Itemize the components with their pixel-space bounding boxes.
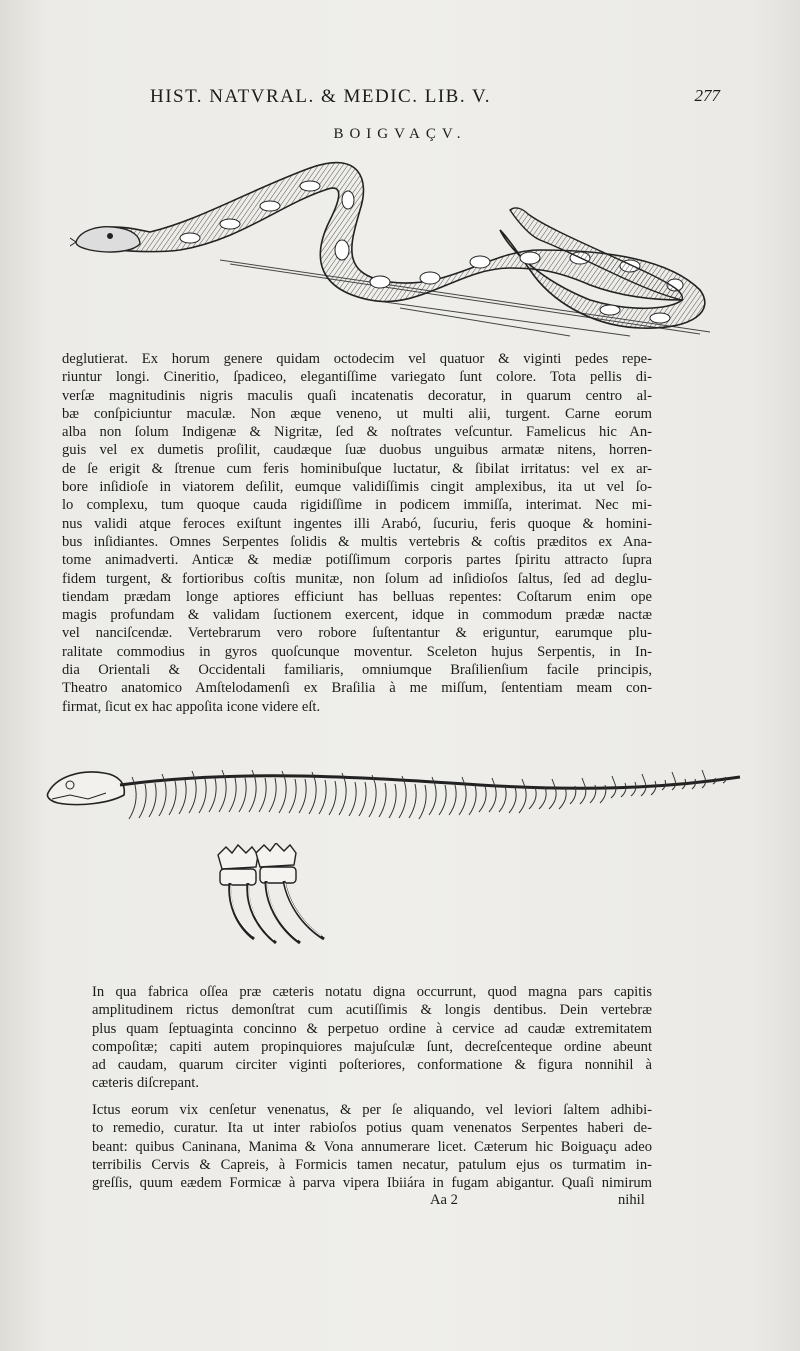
text-line: dia Orientali & Occidentali familiaris, omniumque Braſilienſium facile principis, <box>62 662 652 679</box>
snake-engraving-illustration <box>70 150 720 340</box>
text-line: cæteris diſcrepant. <box>92 1075 199 1092</box>
paragraph-description <box>62 350 652 716</box>
plate-title: BOIGVAÇV. <box>333 126 467 142</box>
text-line: greſſis, quum eædem Formicæ à parva vipera Ibiiára in fugam abigantur. Quaſi nimirum <box>92 1175 652 1192</box>
text-line: vel nanciſcendæ. Vertebrarum vero robore ſuſtentantur & eriguntur, earumque plu- <box>62 625 652 642</box>
snake-skeleton-illustration <box>40 755 745 830</box>
text-line: nus validi atque feroces exiſtunt ingentes illi Arabó, ſucuriu, feris quoque & homini- <box>62 515 652 532</box>
running-head <box>150 86 720 108</box>
text-line: Ictus eorum vix cenſetur venenatus, & per ſe aliquando, vel leviori ſaltem adhibi- <box>92 1102 652 1118</box>
text-line: riuntur longi. Cineritio, ſpadiceo, elegantiſſime variegato ſunt colore. Tota pellis di- <box>62 369 652 386</box>
text-line: verſæ magnitudinis nigris maculis quaſi incatenatis decoratur, in quarum centro al- <box>62 387 652 404</box>
text-line: tiendam prædam longe aptiores efficiunt has belluas repentes: Coſtarum enim ope <box>62 588 652 605</box>
text-line: plus quam ſeptuaginta concinno & perpetuo ordine à cervice ad caudæ extremitatem <box>92 1020 652 1037</box>
text-line: guis vel ex dumetis proſilit, caudæque ſuæ duobus unguibus armatæ nitens, horren- <box>62 442 652 459</box>
text-line: bæ conſpiciuntur maculæ. Non æque veneno, ut multi alii, turgent. Carne eorum <box>62 405 652 422</box>
paragraph-skeleton <box>92 983 652 1093</box>
text-line: Theatro anatomico Amſtelodamenſi ex Braſilia à me miſſum, ſententiam meam con- <box>62 680 652 697</box>
text-line: ad caudam, quarum circiter viginti poſteriores, conformatione & figura nonnihil à <box>92 1057 652 1074</box>
text-line: magis profundam & validam ſuctionem exercent, idque in commodum prædæ nactæ <box>62 607 652 624</box>
page-number: 277 <box>694 86 720 105</box>
text-line: In qua fabrica oſſea præ cæteris notatu digna occurrunt, quod magna pars capitis <box>92 984 652 1000</box>
paragraph-bite <box>92 1101 652 1192</box>
text-line: alba non ſolum Indigenæ & Nigritæ, ſed & noſtrates veſcuntur. Famelicus hic An- <box>62 424 652 441</box>
text-line: deglutierat. Ex horum genere quidam octodecim vel quatuor & viginti pedes repe- <box>62 351 652 367</box>
text-line: to remedio, curatur. Ita ut inter rabioſos potius quam venenatos Serpentes haberi de- <box>92 1120 652 1137</box>
text-line: amplitudinem rictus demonſtrat cum acutiſſimis & longis dentibus. Dein vertebræ <box>92 1002 652 1019</box>
text-line: fidem turgent, & fortioribus coſtis munitæ, non ſolum ad inſidioſos ſaltus, ſed ad deglu- <box>62 570 652 587</box>
text-line: bore inſidioſe in viatorem deſilit, eumque validiſſimis cingit amplexibus, ita ut vel ſo- <box>62 479 652 496</box>
vertebrae-detail-illustration <box>210 843 330 953</box>
text-line: ralitate commodius in gyros quoſcunque moventur. Sceleton hujus Serpentis, in In- <box>62 643 652 660</box>
text-line: bus inſidiantes. Omnes Serpentes ſolidis & multis vertebris & coſtis præditos ex Ana- <box>62 533 652 550</box>
text-line: de ſe erigit & ſtrenue cum feris hominibuſque luctatur, & ſibilat irritatus: vel ex ar- <box>62 460 652 477</box>
running-head-title: HIST. NATVRAL. & MEDIC. LIB. V. <box>150 86 492 107</box>
text-line: terribilis Cervis & Capreis, à Formicis tamen necatur, patulum ejus os turmatim in- <box>92 1156 652 1173</box>
text-line: lo complexu, tum quoque cauda rigidiſſime in podicem immiſſa, interimat. Nec mi- <box>62 497 652 514</box>
signature-mark: Aa 2 <box>430 1192 458 1208</box>
text-line: tome animadverti. Anticæ & mediæ potiſſimum corporis partes ſpiritu attracto ſupra <box>62 552 652 569</box>
text-line: firmat, ſicut ex hac appoſita icone videre eſt. <box>62 698 321 715</box>
text-line: compoſitæ; capiti autem propinquiores majuſculæ ſunt, decreſcenteque ordine abeunt <box>92 1038 652 1055</box>
catchword: nihil <box>618 1192 645 1208</box>
text-line: beant: quibus Caninana, Manima & Vona annumerare licet. Cæterum hic Boiguaçu adeo <box>92 1138 652 1155</box>
